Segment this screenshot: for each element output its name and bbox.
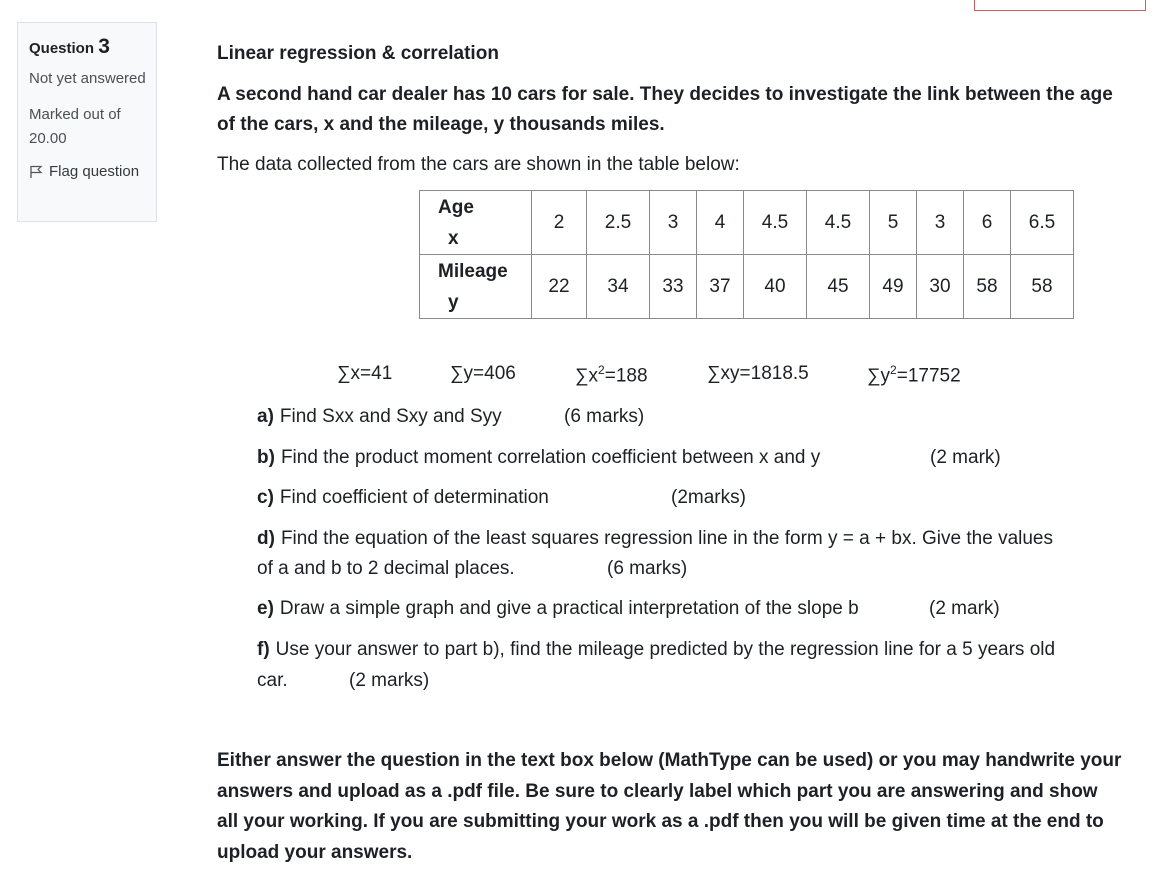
question-number: [29, 35, 146, 59]
answer-instructions: Either answer the question in the text box below (MathType can be used) or you may handwrite your answers and upload as a .pdf file. Be sure to clearly label which part you are answering and show all your working. If you are submitting your work as a .pdf then you will be given time at the end to upload your answers.: [217, 750, 1122, 863]
table-cell: 3: [650, 191, 697, 255]
sum-y-squared: $\sum y^2=17752$: [867, 363, 961, 387]
table-cell: 5: [870, 191, 917, 255]
question-grade: Marked out of 20.00: [29, 106, 121, 147]
table-cell: 37: [697, 255, 744, 319]
table-cell: 2: [532, 191, 587, 255]
part-d: d) Find the equation of the least squares regression line in the form y = a + bx. Give the values: [257, 528, 1053, 549]
table-cell: 40: [744, 255, 807, 319]
top-right-box: [974, 0, 1146, 11]
table-cell: 34: [587, 255, 650, 319]
table-cell: 6.5: [1011, 191, 1074, 255]
table-cell: 6: [964, 191, 1011, 255]
row-header-age: Age x: [420, 191, 532, 255]
part-d-marks: (6 marks): [607, 558, 688, 579]
table-cell: 49: [870, 255, 917, 319]
sum-y: ∑y=406: [450, 363, 516, 384]
table-cell: 3: [917, 191, 964, 255]
question-title: Linear regression & correlation: [217, 43, 499, 64]
flag-question-label: Flag question: [49, 163, 140, 180]
table-cell: 22: [532, 255, 587, 319]
sum-xy: ∑xy=1818.5: [707, 363, 809, 384]
part-b: b) Find the product moment correlation coefficient between x and y: [257, 447, 821, 468]
table-cell: 58: [964, 255, 1011, 319]
part-d-line2: of a and b to 2 decimal places.: [257, 558, 515, 579]
table-cell: 33: [650, 255, 697, 319]
table-cell: 4: [697, 191, 744, 255]
table-row-mileage: [420, 255, 1074, 319]
sum-x-squared: $\sum x^2=188$: [575, 363, 648, 387]
table-cell: 4.5: [807, 191, 870, 255]
question-number-value: 3: [98, 35, 110, 58]
part-c: c) Find coefficient of determination: [257, 487, 549, 508]
data-table: [419, 190, 1074, 319]
question-label: Question: [29, 40, 95, 57]
part-b-marks: (2 mark): [930, 447, 1001, 468]
part-e: e) Draw a simple graph and give a practical interpretation of the slope b: [257, 598, 859, 619]
question-info-panel: [17, 22, 157, 222]
part-c-marks: (2marks): [671, 487, 746, 508]
flag-question-link[interactable]: [29, 163, 146, 180]
part-e-marks: (2 mark): [929, 598, 1000, 619]
table-cell: 4.5: [744, 191, 807, 255]
part-a-marks: (6 marks): [564, 406, 645, 427]
table-cell: 45: [807, 255, 870, 319]
row-header-mileage: Mileage y: [420, 255, 532, 319]
table-cell: 30: [917, 255, 964, 319]
question-state: Not yet answered: [29, 70, 146, 87]
part-f: f) Use your answer to part b), find the mileage predicted by the regression line for a 5 years old: [257, 639, 1056, 660]
question-text: [217, 40, 1122, 180]
table-intro: The data collected from the cars are shown in the table below:: [217, 154, 740, 175]
question-intro: A second hand car dealer has 10 cars for sale. They decides to investigate the link between the age of the cars, x and the mileage, y thousands miles.: [217, 84, 1113, 135]
part-f-line2: car.: [257, 670, 288, 691]
part-f-marks: (2 marks): [349, 670, 430, 691]
table-cell: 2.5: [587, 191, 650, 255]
flag-icon: [29, 165, 43, 179]
table-row-age: [420, 191, 1074, 255]
sum-x: ∑x=41: [337, 363, 393, 384]
table-cell: 58: [1011, 255, 1074, 319]
part-a: a) Find Sxx and Sxy and Syy: [257, 406, 502, 427]
